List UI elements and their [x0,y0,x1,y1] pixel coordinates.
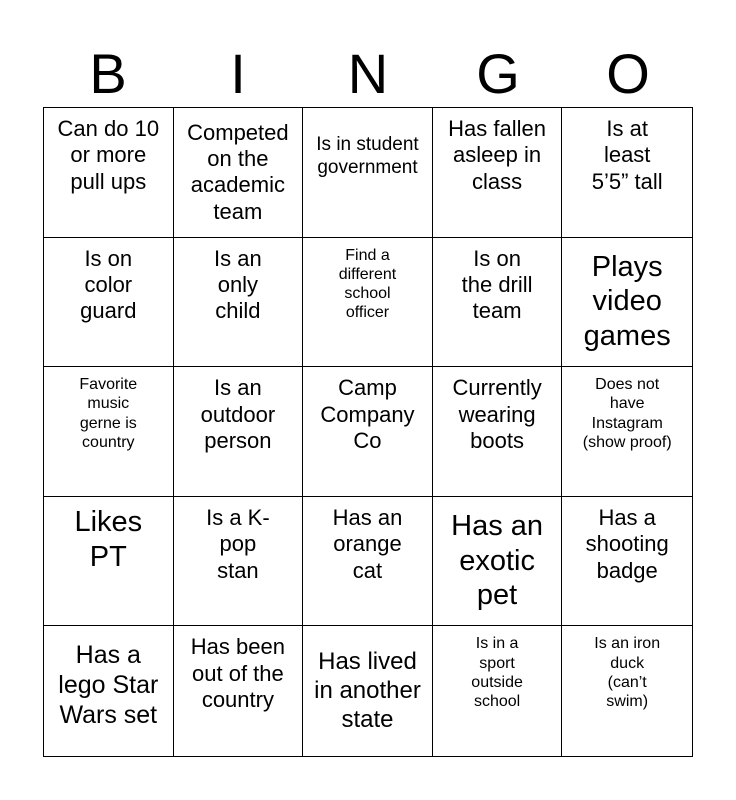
bingo-cell-r5c5[interactable] [562,626,692,756]
cell-text: Can do 10 or more pull ups [57,116,160,194]
bingo-cell-r1c1[interactable] [44,108,174,238]
cell-text: Has an exotic pet [451,509,544,612]
cell-text: Is at least 5’5” tall [591,116,663,194]
cell-text: Is an only child [214,245,262,324]
title-letter-g: G [476,42,520,105]
cell-text: Has fallen asleep in class [448,116,547,194]
cell-text: Find a different school officer [338,246,397,322]
title-letter-n: N [347,42,389,105]
bingo-cell-r2c3[interactable] [303,238,433,368]
bingo-cell-r2c5[interactable] [562,238,692,368]
cell-text: Is a K- pop stan [206,504,270,583]
cell-text: Is in a sport outside school [471,635,523,710]
bingo-cell-r3c5[interactable] [562,367,692,497]
bingo-board [43,107,693,757]
bingo-cell-r4c4[interactable] [433,497,563,627]
cell-text: Currently wearing boots [452,375,542,453]
cell-text: Camp Company Co [320,375,415,453]
bingo-cell-r4c1[interactable] [44,497,174,627]
bingo-cell-r5c4[interactable] [433,626,563,756]
bingo-cell-r2c1[interactable] [44,238,174,368]
bingo-cell-r1c3[interactable] [303,108,433,238]
bingo-cell-r3c1[interactable] [44,367,174,497]
cell-text: Is on color guard [80,245,137,324]
bingo-cell-r2c2[interactable] [174,238,304,368]
bingo-cell-r3c4[interactable] [433,367,563,497]
cell-text: Is in student government [316,134,419,178]
bingo-cell-r4c5[interactable] [562,497,692,627]
cell-text: Competed on the academic team [187,119,289,224]
bingo-cell-r2c4[interactable] [433,238,563,368]
bingo-cell-r1c5[interactable] [562,108,692,238]
bingo-cell-r3c3[interactable] [303,367,433,497]
cell-text: Likes PT [74,505,143,573]
cell-text: Is on the drill team [461,245,533,324]
bingo-title [43,40,693,108]
cell-text: Has a lego Star Wars set [58,641,159,730]
cell-text: Has been out of the country [190,634,285,713]
bingo-cell-r5c3[interactable] [303,626,433,756]
bingo-cell-r4c2[interactable] [174,497,304,627]
bingo-cell-r4c3[interactable] [303,497,433,627]
cell-text: Does not have Instagram (show proof) [582,376,672,451]
cell-text: Plays video games [583,250,671,353]
cell-text: Is an outdoor person [200,375,276,453]
title-letter-o: O [606,42,650,105]
cell-text: Has an orange cat [332,504,403,583]
bingo-cell-r1c4[interactable] [433,108,563,238]
cell-text: Favorite music gerne is country [79,376,138,451]
title-letter-i: I [230,42,246,105]
bingo-cell-r5c2[interactable] [174,626,304,756]
bingo-cell-r1c2[interactable] [174,108,304,238]
cell-text: Has a shooting badge [585,504,669,583]
cell-text: Is an iron duck (can’t swim) [594,635,661,710]
bingo-cell-r3c2[interactable] [174,367,304,497]
title-letter-b: B [89,42,127,105]
cell-text: Has lived in another state [314,648,421,733]
bingo-cell-r5c1[interactable] [44,626,174,756]
